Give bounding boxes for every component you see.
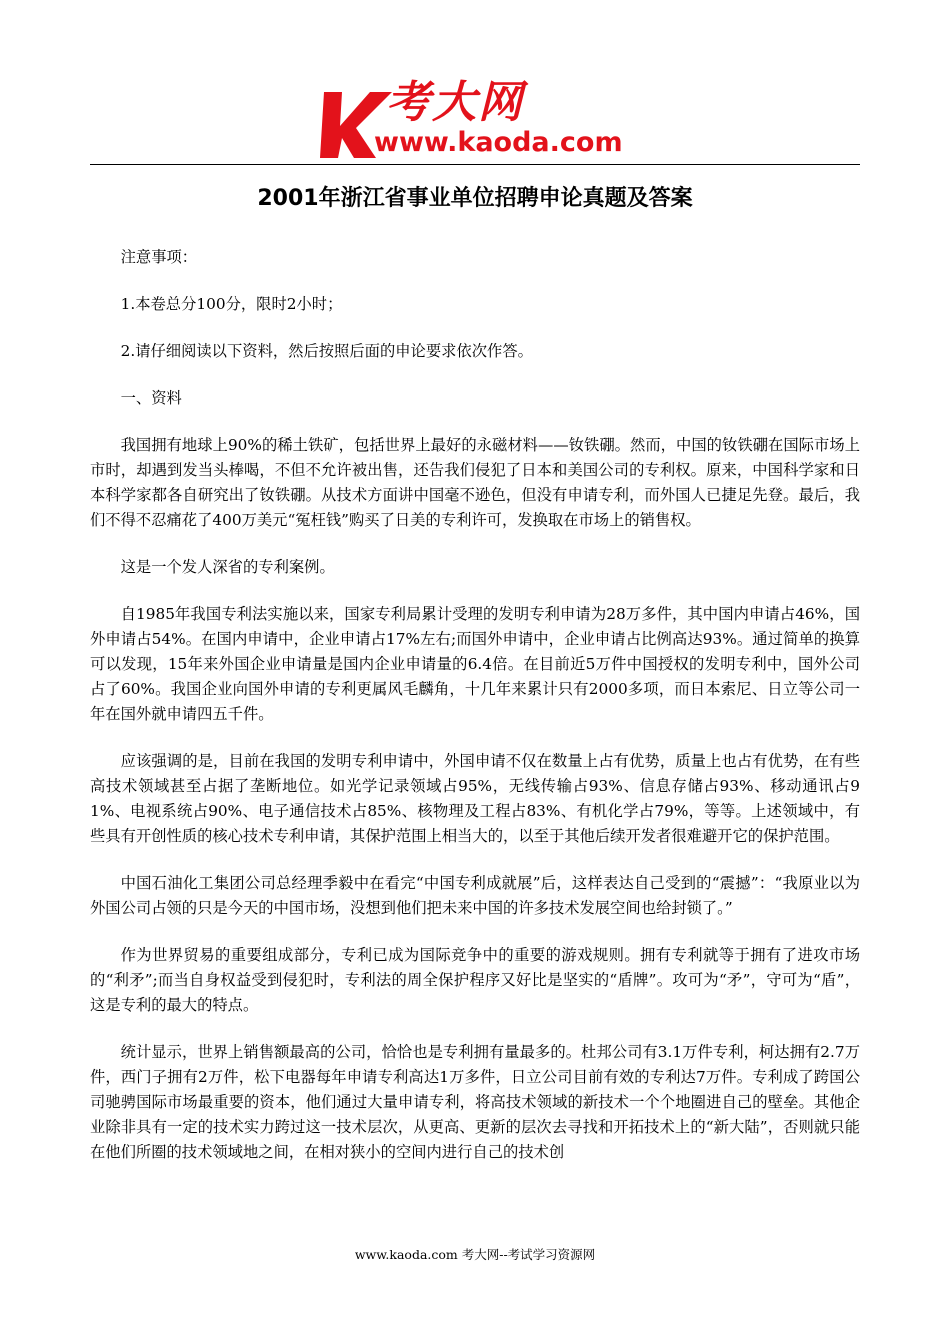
page-header bbox=[0, 0, 950, 165]
paragraph: 中国石油化工集团公司总经理季毅中在看完“中国专利成就展”后，这样表达自己受到的“震撼”：“我原业以为外国公司占领的只是今天的中国市场，没想到他们把未来中国的许多技术发展空间也给封锁了。” bbox=[90, 874, 860, 917]
logo-url: www.kaoda.com bbox=[374, 127, 623, 158]
paragraph-notice: 注意事项： bbox=[120, 248, 198, 266]
paragraph-rule-2: 2.请仔细阅读以下资料，然后按照后面的申论要求依次作答。 bbox=[120, 342, 533, 360]
kaoda-logo[interactable] bbox=[318, 78, 648, 160]
page-footer: www.kaoda.com 考大网--考试学习资源网 bbox=[354, 1247, 596, 1262]
logo-chinese-name: 考大网 bbox=[386, 77, 524, 128]
paragraph: 我国拥有地球上90%的稀土铁矿，包括世界上最好的永磁材料——钕铁硼。然而，中国的钕铁硼在国际市场上市时，却遇到发当头棒喝，不但不允许被出售，还告我们侵犯了日本和美国公司的专利权。原来，中国科学家和日本科学家都各自研究出了钕铁硼。从技术方面讲中国毫不逊色，但没有申请专利，而外国人已捷足先登。最后，我们不得不忍痛花了400万美元“冤枉钱”购买了日美的专利许可，发换取在市场上的销售权。 bbox=[90, 436, 860, 529]
section-heading: 一、资料 bbox=[120, 389, 182, 407]
paragraph-rule-1: 1.本卷总分100分，限时2小时； bbox=[120, 295, 343, 313]
paragraph: 这是一个发人深省的专利案例。 bbox=[120, 558, 335, 576]
paragraph: 作为世界贸易的重要组成部分，专利已成为国际竞争中的重要的游戏规则。拥有专利就等于拥有了进攻市场的“利矛”;而当自身权益受到侵犯时，专利法的周全保护程序又好比是坚实的“盾牌”。攻可为“矛”，守可为“盾”，这是专利的最大的特点。 bbox=[90, 946, 860, 1014]
document-body bbox=[90, 245, 860, 1187]
paragraph: 统计显示，世界上销售额最高的公司，恰恰也是专利拥有量最多的。杜邦公司有3.1万件专利，柯达拥有2.7万件，西门子拥有2万件，松下电器每年申请专利高达1万多件，日立公司目前有效的专利达7万件。专利成了跨国公司驰骋国际市场最重要的资本，他们通过大量申请专利，将高技术领域的新技术一个个地圈进自己的壁垒。其他企业除非具有一定的技术实力跨过这一技术层次，从更高、更新的层次去寻找和开拓技术上的“新大陆”，否则就只能在他们所圈的技术领域地之间，在相对狭小的空间内进行自己的技术创 bbox=[90, 1043, 860, 1161]
header-divider bbox=[90, 164, 860, 165]
paragraph: 自1985年我国专利法实施以来，国家专利局累计受理的发明专利申请为28万多件，其中国内申请占46%，国外申请占54%。在国内申请中，企业申请占17%左右;而国外申请中，企业申请占比例高达93%。通过简单的换算可以发现，15年来外国企业申请量是国内企业申请量的6.4倍。在目前近5万件中国授权的发明专利中，国外公司占了60%。我国企业向国外申请的专利更属风毛麟角，十几年来累计只有2000多项，而日本索尼、日立等公司一年在国外就申请四五千件。 bbox=[90, 605, 860, 723]
paragraph: 应该强调的是，目前在我国的发明专利申请中，外国申请不仅在数量上占有优势，质量上也占有优势，在有些高技术领域甚至占据了垄断地位。如光学记录领域占95%，无线传输占93%、信息存储占93%、移动通讯占91%、电视系统占90%、电子通信技术占85%、核物理及工程占83%、有机化学占79%，等等。上述领域中，有些具有开创性质的核心技术专利申请，其保护范围上相当大的，以至于其他后续开发者很难避开它的保护范围。 bbox=[90, 752, 860, 845]
document-title: 2001年浙江省事业单位招聘申论真题及答案 bbox=[257, 186, 693, 211]
